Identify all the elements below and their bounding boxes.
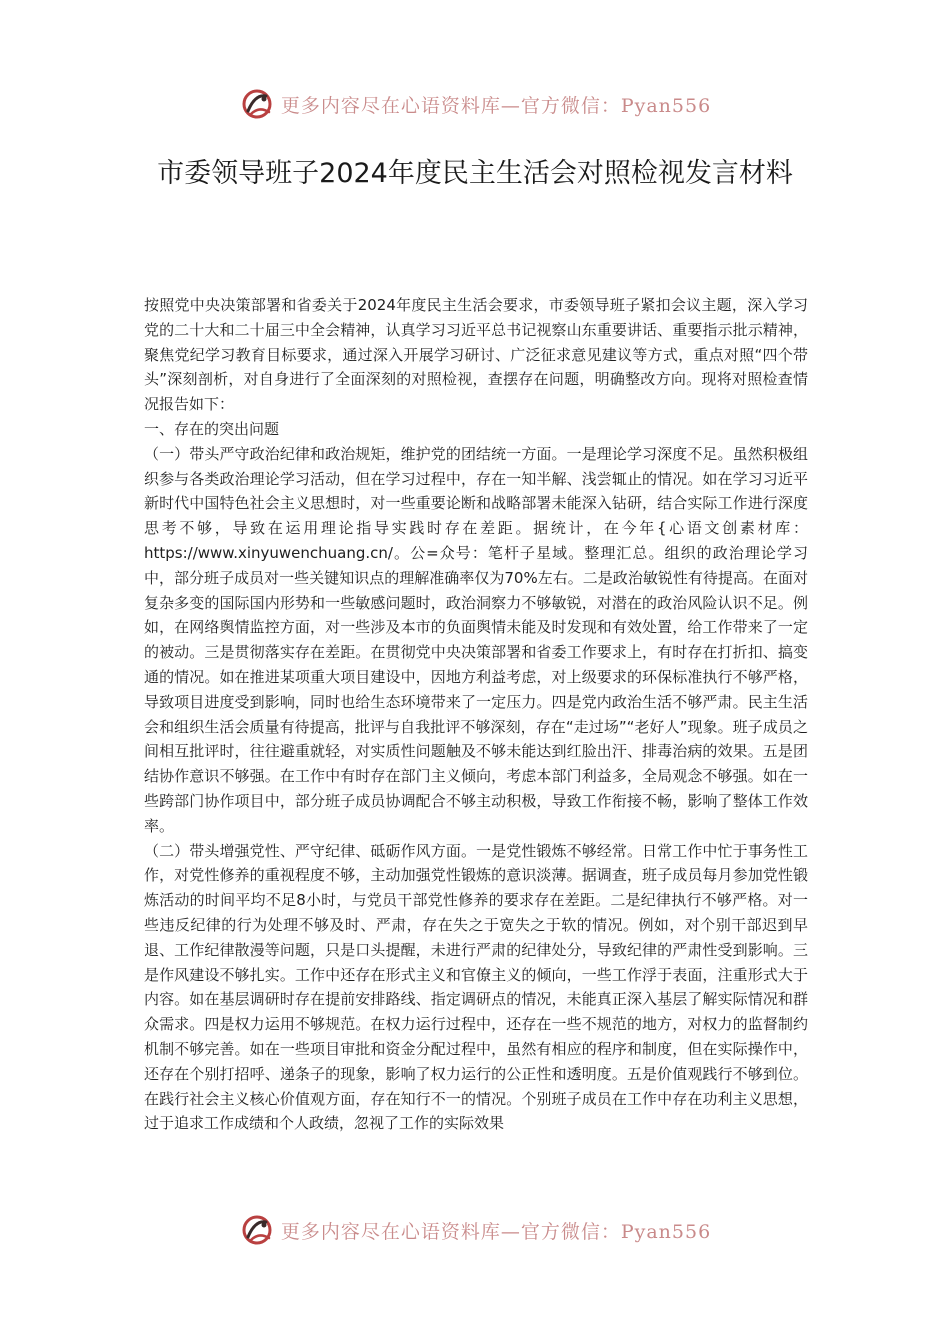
- document-title: 市委领导班子2024年度民主生活会对照检视发言材料: [157, 158, 793, 189]
- body-paragraph: （二）带头增强党性、严守纪律、砥砺作风方面。一是党性锻炼不够经常。日常工作中忙于事务性工作，对党性修养的重视程度不够，主动加强党性锻炼的意识淡薄。据调查，班子成员每月参加党性锻炼活动的时间平均不足8小时，与党员干部党性修养的要求存在差距。二是纪律执行不够严格。对一些违反纪律的行为处理不够及时、严肃，存在失之于宽失之于软的情况。例如，对个别干部迟到早退、工作纪律散漫等问题，只是口头提醒，未进行严肃的纪律处分，导致纪律的严肃性受到影响。三是作风建设不够扎实。工作中还存在形式主义和官僚主义的倾向，一些工作浮于表面，注重形式大于内容。如在基层调研时存在提前安排路线、指定调研点的情况，未能真正深入基层了解实际情况和群众需求。四是权力运用不够规范。在权力运行过程中，还存在一些不规范的地方，对权力的监督制约机制不够完善。如在一些项目审批和资金分配过程中，虽然有相应的程序和制度，但在实际操作中，还存在个别打招呼、递条子的现象，影响了权力运行的公正性和透明度。五是价值观践行不够到位。在践行社会主义核心价值观方面，存在知行不一的情况。个别班子成员在工作中存在功利主义思想，过于追求工作成绩和个人政绩，忽视了工作的实际效果: [144, 841, 808, 1133]
- body-paragraph: （一）带头严守政治纪律和政治规矩，维护党的团结统一方面。一是理论学习深度不足。虽然积极组织参与各类政治理论学习活动，但在学习过程中，存在一知半解、浅尝辄止的情况。如在学习习近平新时代中国特色社会主义思想时，对一些重要论断和战略部署未能深入钻研，结合实际工作进行深度思考不够，导致在运用理论指导实践时存在差距。据统计，在今年{心语文创素材库：https://www.xinyuwenchuang.cn/。公=众号：笔杆子星域。整理汇总。组织的政治理论学习中，部分班子成员对一些关键知识点的理解准确率仅为70%左右。二是政治敏锐性有待提高。在面对复杂多变的国际国内形势和一些敏感问题时，政治洞察力不够敏锐，对潜在的政治风险认识不足。例如，在网络舆情监控方面，对一些涉及本市的负面舆情未能及时发现和有效处置，给工作带来了一定的被动。三是贯彻落实存在差距。在贯彻党中央决策部署和省委工作要求上，有时存在打折扣、搞变通的情况。如在推进某项重大项目建设中，因地方利益考虑，对上级要求的环保标准执行不够严格，导致项目进度受到影响，同时也给生态环境带来了一定压力。四是党内政治生活不够严肃。民主生活会和组织生活会质量有待提高，批评与自我批评不够深刻，存在“走过场”“老好人”现象。班子成员之间相互批评时，往往避重就轻，对实质性问题触及不够未能达到红脸出汗、排毒治病的效果。五是团结协作意识不够强。在工作中有时存在部门主义倾向，考虑本部门利益多，全局观念不够强。如在一些跨部门协作项目中，部分班子成员协调配合不够主动积极，导致工作衔接不畅，影响了整体工作效率。: [144, 444, 808, 835]
- intro-paragraph: 按照党中央决策部署和省委关于2024年度民主生活会要求，市委领导班子紧扣会议主题，深入学习党的二十大和二十届三中全会精神，认真学习习近平总书记视察山东重要讲话、重要指示批示精神，聚焦党纪学习教育目标要求，通过深入开展学习研讨、广泛征求意见建议等方式，重点对照“四个带头”深刻剖析，对自身进行了全面深刻的对照检视，查摆存在问题，明确整改方向。现将对照检查情况报告如下：: [144, 296, 808, 414]
- section-heading: 一、存在的突出问题: [144, 419, 280, 438]
- calligraphy-logo-icon: [239, 1212, 275, 1248]
- document-body: [144, 293, 808, 1136]
- header-watermark-banner: [0, 84, 950, 124]
- header-banner-text: 更多内容尽在心语资料库—官方微信：Pyan556: [280, 94, 712, 117]
- footer-banner-text: 更多内容尽在心语资料库—官方微信：Pyan556: [280, 1220, 712, 1243]
- calligraphy-logo-icon: [239, 86, 275, 122]
- footer-watermark-banner: [0, 1210, 950, 1250]
